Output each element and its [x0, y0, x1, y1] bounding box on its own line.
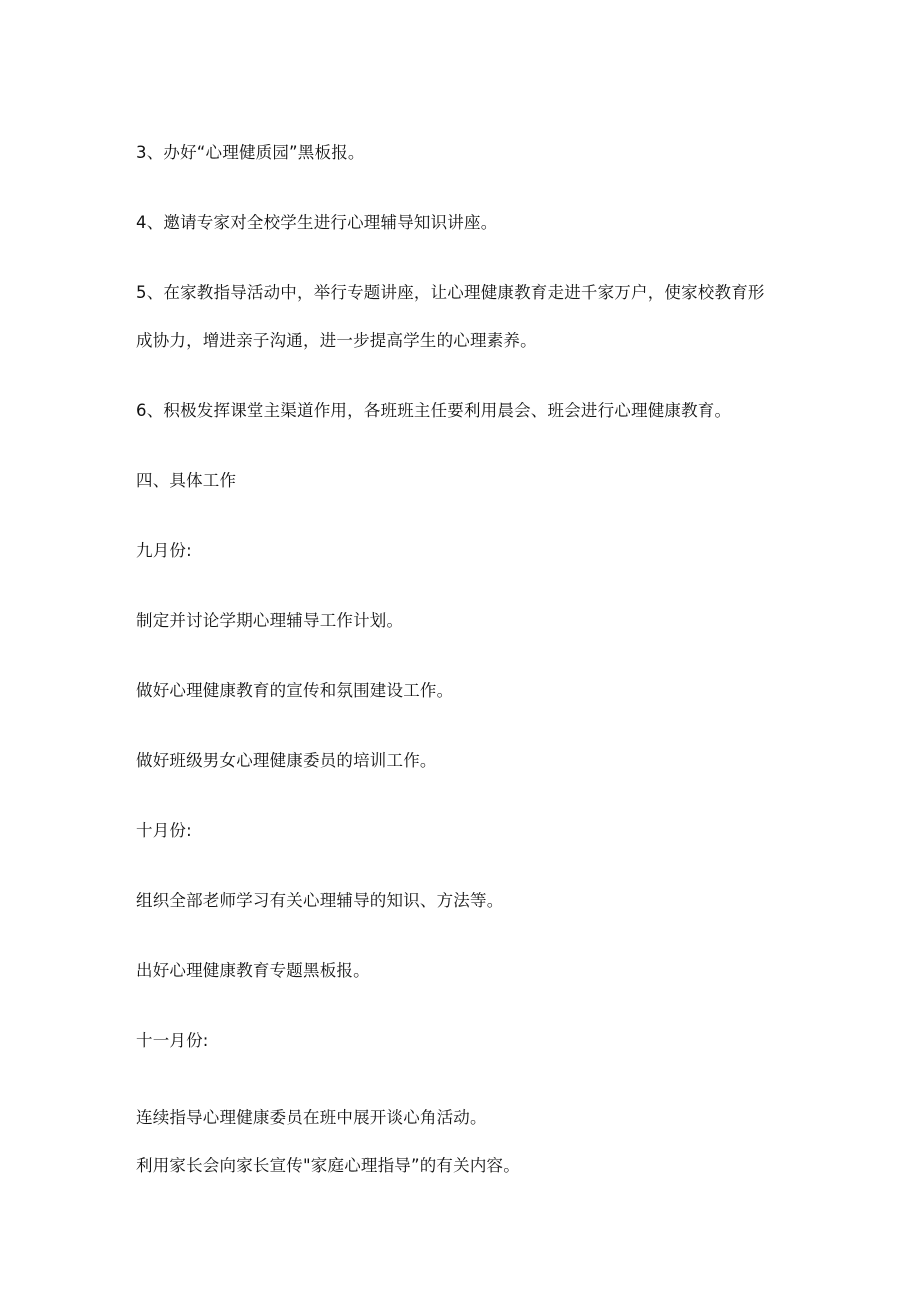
paragraph-item-6: 6、积极发挥课堂主渠道作用，各班班主任要利用晨会、班会进行心理健康教育。	[136, 401, 732, 420]
task-line: 组织全部老师学习有关心理辅导的知识、方法等。	[136, 891, 504, 910]
month-heading-november: 十一月份:	[136, 1031, 209, 1050]
task-line: 利用家长会向家长宣传"家庭心理指导”的有关内容。	[136, 1156, 520, 1175]
task-line: 出好心理健康教育专题黑板报。	[136, 961, 370, 980]
month-heading-october: 十月份:	[136, 821, 192, 840]
section-heading: 四、具体工作	[136, 471, 237, 490]
month-heading-september: 九月份:	[136, 541, 192, 560]
paragraph-item-5: 5、在家教指导活动中，举行专题讲座，让心理健康教育走进千家万户，使家校教育形	[136, 283, 765, 302]
task-line: 连续指导心理健康委员在班中展开谈心角活动。	[136, 1108, 487, 1127]
paragraph-item-4: 4、邀请专家对全校学生进行心理辅导知识讲座。	[136, 213, 498, 232]
paragraph-item-5-continued: 成协力，增进亲子沟通，进一步提高学生的心理素养。	[136, 331, 537, 350]
paragraph-item-3: 3、办好“心理健质园”黑板报。	[136, 143, 365, 162]
task-line: 做好心理健康教育的宣传和氛围建设工作。	[136, 681, 454, 700]
task-line: 制定并讨论学期心理辅导工作计划。	[136, 611, 404, 630]
task-line: 做好班级男女心理健康委员的培训工作。	[136, 751, 437, 770]
